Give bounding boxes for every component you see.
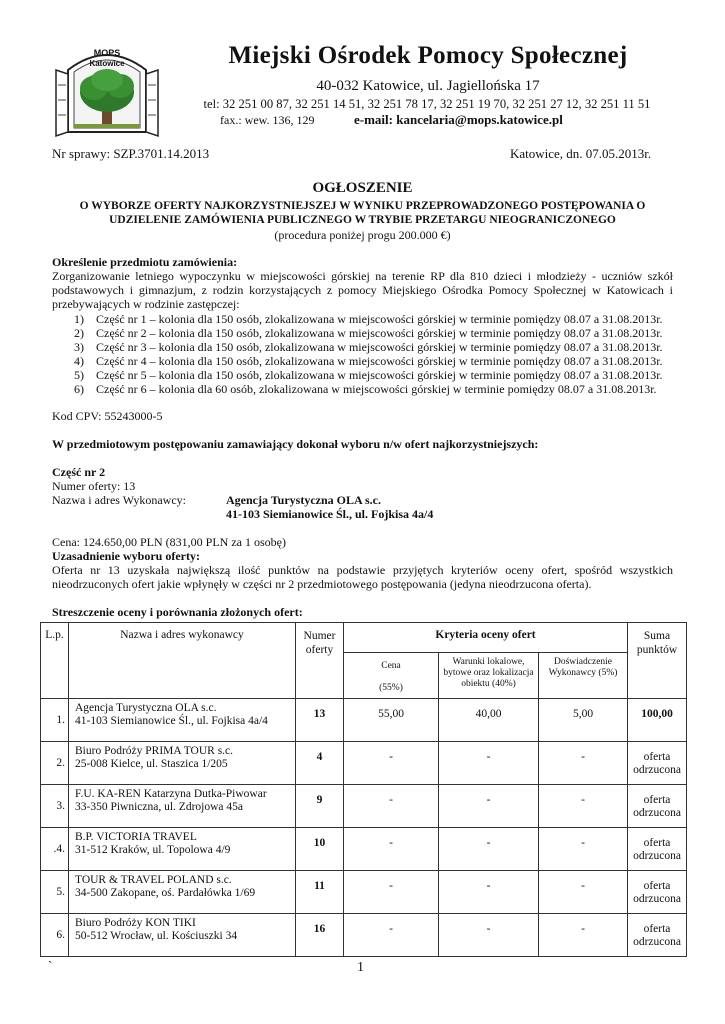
table-row: [41, 785, 687, 828]
lot-number: 5): [74, 368, 84, 382]
lot-number: 3): [74, 340, 84, 354]
row-contractor-name: Agencja Turystyczna OLA s.c.: [75, 702, 217, 714]
row-conditions-score: 40,00: [439, 699, 539, 742]
lot-text: Część nr 6 – kolonia dla 60 osób, zlokalizowana w miejscowości górskiej w terminie pomiędzy 08.07 a 31.08.2013r.: [96, 382, 657, 396]
row-experience-score: -: [539, 871, 628, 914]
header-name: Nazwa i adres wykonawcy: [69, 623, 296, 699]
row-sum-line-1: oferta: [643, 923, 671, 935]
subject-line-3: przebywających w rodzinie zastępczej:: [52, 297, 240, 311]
row-price-score: -: [344, 742, 439, 785]
row-contractor-address: 25-008 Kielce, ul. Staszica 1/205: [75, 758, 228, 770]
header-criterion-conditions: Warunki lokalowe, bytowe oraz lokalizacja obiektu (40%): [439, 653, 539, 699]
contractor-name: Agencja Turystyczna OLA s.c.: [226, 493, 382, 507]
row-sum-line-2: odrzucona: [633, 935, 681, 948]
organization-name: Miejski Ośrodek Pomocy Społecznej: [228, 42, 628, 69]
row-offer-number: 10: [296, 828, 344, 871]
logo-graphic: [54, 40, 160, 138]
header-sum: [628, 623, 687, 699]
row-experience-score: -: [539, 785, 628, 828]
row-sum-line-1: oferta: [643, 837, 671, 849]
row-sum-line-2: odrzucona: [633, 763, 681, 776]
row-sum-line-1: oferta: [643, 880, 671, 892]
row-sum: [628, 699, 687, 742]
summary-heading: Streszczenie oceny i porównania złożonych ofert:: [52, 605, 303, 619]
lot-number: 6): [74, 382, 84, 396]
justification-line-1: Oferta nr 13 uzyskała największą ilość punktów na podstawie przyjętych kryteriów oceny ofert, spośród wszystkich: [52, 563, 673, 577]
row-contractor: [69, 785, 296, 828]
row-contractor: [69, 828, 296, 871]
row-contractor: [69, 871, 296, 914]
row-sum: [628, 828, 687, 871]
selection-intro: W przedmiotowym postępowaniu zamawiający dokonał wyboru n/w ofert najkorzystniejszych:: [52, 437, 539, 451]
organization-email: e-mail: kancelaria@mops.katowice.pl: [354, 112, 563, 127]
header-offer-line-1: Numer: [303, 630, 336, 642]
criterion-price-weight: (55%): [379, 683, 403, 693]
lot-text: Część nr 1 – kolonia dla 150 osób, zlokalizowana w miejscowości górskiej w terminie pomiędzy 08.07 a 31.08.2013r.: [96, 312, 663, 326]
notice-subtitle-line-3: (procedura poniżej progu 200.000 €): [274, 228, 451, 242]
row-contractor: [69, 914, 296, 957]
row-experience-score: -: [539, 742, 628, 785]
lot-text: Część nr 2 – kolonia dla 150 osób, zlokalizowana w miejscowości górskiej w terminie pomiędzy 08.07 a 31.08.2013r.: [96, 326, 663, 340]
contractor-address: 41-103 Siemianowice Śl., ul. Fojkisa 4a/4: [226, 507, 434, 521]
part-heading: Część nr 2: [52, 465, 106, 479]
row-lp: 5.: [41, 871, 69, 914]
contractor-label: Nazwa i adres Wykonawcy:: [52, 493, 187, 507]
criterion-price-label: Cena: [381, 661, 401, 671]
row-offer-number: 9: [296, 785, 344, 828]
table-row: [41, 742, 687, 785]
row-contractor-address: 34-500 Zakopane, oś. Pardałówka 1/69: [75, 887, 256, 899]
row-offer-number: 11: [296, 871, 344, 914]
notice-subtitle-line-2: UDZIELENIE ZAMÓWIENIA PUBLICZNEGO W TRYBIE PRZETARGU NIEOGRANICZONEGO: [109, 214, 616, 226]
row-experience-score: -: [539, 914, 628, 957]
row-lp: 1.: [41, 699, 69, 742]
row-sum: [628, 914, 687, 957]
row-conditions-score: -: [439, 914, 539, 957]
row-price-score: -: [344, 785, 439, 828]
row-conditions-score: -: [439, 785, 539, 828]
lot-text: Część nr 4 – kolonia dla 150 osób, zlokalizowana w miejscowości górskiej w terminie pomiędzy 08.07 a 31.08.2013r.: [96, 354, 663, 368]
lot-text: Część nr 5 – kolonia dla 150 osób, zlokalizowana w miejscowości górskiej w terminie pomiędzy 08.07 a 31.08.2013r.: [96, 368, 663, 382]
row-offer-number: 4: [296, 742, 344, 785]
row-price-score: -: [344, 828, 439, 871]
row-contractor-address: 50-512 Wrocław, ul. Kościuszki 34: [75, 930, 238, 942]
document-date: Katowice, dn. 07.05.2013r.: [510, 146, 652, 161]
row-conditions-score: -: [439, 871, 539, 914]
table-row: [41, 699, 687, 742]
organization-fax: fax.: wew. 136, 129: [220, 113, 315, 127]
header-offer-line-2: oferty: [305, 644, 334, 656]
header-criterion-experience: Doświadczenie Wykonawcy (5%): [539, 653, 628, 699]
row-conditions-score: -: [439, 828, 539, 871]
row-sum: [628, 742, 687, 785]
header-criteria: Kryteria oceny ofert: [344, 623, 628, 653]
row-lp: .4.: [41, 828, 69, 871]
row-contractor-name: TOUR & TRAVEL POLAND s.c.: [75, 874, 232, 886]
footer-mark: `: [48, 958, 53, 973]
part-price: Cena: 124.650,00 PLN (831,00 PLN za 1 osobę): [52, 535, 286, 549]
header-criterion-price: [344, 653, 439, 699]
cpv-code: Kod CPV: 55243000-5: [52, 409, 163, 423]
lot-number: 2): [74, 326, 84, 340]
header-sum-line-1: Suma: [643, 630, 671, 642]
page-number: 1: [357, 960, 364, 975]
header-lp: L.p.: [41, 623, 69, 699]
part-offer-number: Numer oferty: 13: [52, 479, 136, 493]
row-offer-number: 13: [296, 699, 344, 742]
row-lp: 6.: [41, 914, 69, 957]
row-offer-number: 16: [296, 914, 344, 957]
lot-number: 4): [74, 354, 84, 368]
subject-heading: Określenie przedmiotu zamówienia:: [52, 255, 238, 269]
row-lp: 3.: [41, 785, 69, 828]
logo-label-2: Katowice: [89, 59, 125, 68]
row-contractor-address: 33-350 Piwniczna, ul. Zdrojowa 45a: [75, 801, 243, 813]
lot-text: Część nr 3 – kolonia dla 150 osób, zlokalizowana w miejscowości górskiej w terminie pomiędzy 08.07 a 31.08.2013r.: [96, 340, 663, 354]
row-contractor-name: Biuro Podróży PRIMA TOUR s.c.: [75, 745, 234, 757]
subject-line-1: Zorganizowanie letniego wypoczynku w miejscowości górskiej na terenie RP dla 810 dzieci i młodzieży - uczniów szkół: [52, 269, 673, 283]
header-offer-number: [296, 623, 344, 699]
row-sum-line-2: odrzucona: [633, 892, 681, 905]
row-contractor-name: B.P. VICTORIA TRAVEL: [75, 831, 197, 843]
notice-title: OGŁOSZENIE: [312, 180, 413, 196]
justification-heading: Uzasadnienie wyboru oferty:: [52, 549, 200, 563]
evaluation-table: [40, 622, 687, 957]
row-contractor-address: 31-512 Kraków, ul. Topolowa 4/9: [75, 844, 231, 856]
row-contractor-name: Biuro Podróży KON TIKI: [75, 917, 196, 929]
row-sum-line-1: 100,00: [641, 708, 673, 720]
row-contractor: [69, 699, 296, 742]
row-sum-line-1: oferta: [643, 751, 671, 763]
mops-logo: [54, 40, 160, 138]
row-sum-line-2: odrzucona: [633, 849, 681, 862]
row-contractor-name: F.U. KA-REN Katarzyna Dutka-Piwowar: [75, 788, 267, 800]
row-price-score: 55,00: [344, 699, 439, 742]
row-experience-score: 5,00: [539, 699, 628, 742]
row-price-score: -: [344, 914, 439, 957]
row-experience-score: -: [539, 828, 628, 871]
row-sum: [628, 785, 687, 828]
row-contractor-address: 41-103 Siemianowice Śl., ul. Fojkisa 4a/4: [75, 715, 268, 727]
justification-line-2: nieodrzuconych ofert jakie wpłynęły w części nr 2 przedmiotowego postępowania (jedyna nieodrzucona oferta).: [52, 577, 592, 591]
logo-label-1: MOPS: [93, 48, 121, 58]
table-header-row: [41, 623, 687, 653]
row-lp: 2.: [41, 742, 69, 785]
header-sum-line-2: punktów: [636, 644, 678, 656]
subject-line-2: podstawowych i gimnazjum, z rodzin korzystających z pomocy Miejskiego Ośrodka Pomocy Społecznej w Katowicach i: [52, 283, 673, 297]
row-contractor: [69, 742, 296, 785]
organization-address: 40-032 Katowice, ul. Jagiellońska 17: [316, 78, 540, 94]
row-sum: [628, 871, 687, 914]
row-price-score: -: [344, 871, 439, 914]
lot-number: 1): [74, 312, 84, 326]
table-row: [41, 871, 687, 914]
notice-subtitle-line-1: O WYBORZE OFERTY NAJKORZYSTNIEJSZEJ W WYNIKU PRZEPROWADZONEGO POSTĘPOWANIA O: [79, 200, 646, 212]
table-row: [41, 914, 687, 957]
row-sum-line-1: oferta: [643, 794, 671, 806]
table-row: [41, 828, 687, 871]
organization-phones: tel: 32 251 00 87, 32 251 14 51, 32 251 78 17, 32 251 19 70, 32 251 27 12, 32 251 11 51: [203, 97, 651, 111]
row-conditions-score: -: [439, 742, 539, 785]
case-number: Nr sprawy: SZP.3701.14.2013: [52, 146, 210, 161]
row-sum-line-2: odrzucona: [633, 806, 681, 819]
